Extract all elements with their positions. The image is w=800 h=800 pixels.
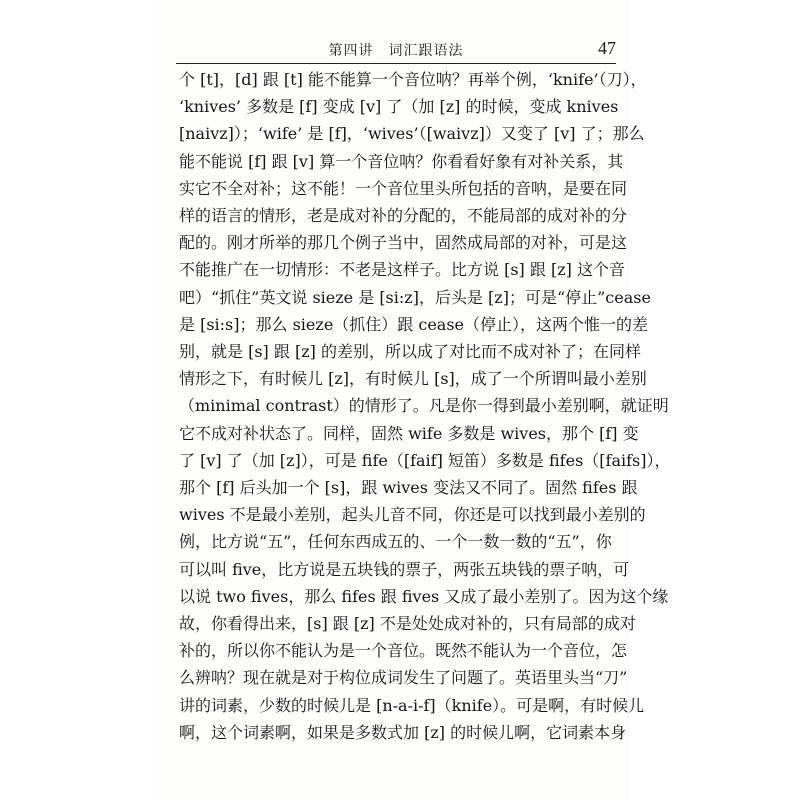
- header-rule: [176, 63, 616, 64]
- text-line: 不能推广在一切情形：不老是这样子。比方说 [s] 跟 [z] 这个音: [179, 260, 625, 280]
- text-line: 以说 two fives，那么 fifes 跟 fives 又成了最小差别了。因为这个缘: [179, 586, 669, 606]
- text-line: 例，比方说“五”，任何东西成五的、一个一数一数的“五”，你: [179, 532, 612, 552]
- text-line: 个 [t]，[d] 跟 [t] 能不能算一个音位呐？再举个例，‘knife’（刀），: [179, 70, 647, 89]
- text-line: 了 [v] 了（加 [z]），可是 fife（[faif] 短笛）多数是 fifes（[faifs]），: [179, 450, 671, 470]
- page-number: 47: [598, 38, 616, 58]
- text-line: ‘knives’ 多数是 [f] 变成 [v] 了（加 [z] 的时候，变成 knives: [179, 97, 619, 117]
- text-line: 别，就是 [s] 跟 [z] 的差别，所以成了对比而不成对补了；在同样: [179, 342, 641, 362]
- text-line: 实它不全对补；这不能！一个音位里头所包括的音呐，是要在同: [179, 178, 628, 198]
- chapter-title: 第四讲 词汇跟语法: [328, 43, 464, 59]
- text-line: 吧）“抓住”英文说 sieze 是 [si:z]，后头是 [z]；可是“停止”cease: [179, 287, 651, 307]
- text-line: 讲的词素，少数的时候儿是 [n-a-i-f]（knife）。可是啊，有时候儿: [179, 695, 645, 715]
- text-line: 样的语言的情形，老是成对补的分配的，不能局部的成对补的分: [179, 206, 628, 226]
- text-line: 补的，所以你不能认为是一个音位。既然不能认为一个音位，怎: [179, 641, 628, 661]
- text-line: 可以叫 five，比方说是五块钱的票子，两张五块钱的票子呐，可: [179, 559, 630, 579]
- text-line: 它不成对补状态了。同样，固然 wife 多数是 wives，那个 [f] 变: [179, 423, 639, 443]
- text-line: [naivz]）；‘wife’ 是 [f]，‘wives’（[waivz]）又变了 [v] 了；那么: [179, 124, 645, 144]
- running-header: [176, 38, 616, 62]
- book-page: [154, 0, 671, 800]
- text-line: 那个 [f] 后头加一个 [s]，跟 wives 变法又不同了。固然 fifes 跟: [179, 478, 638, 498]
- text-line: 是 [si:s]；那么 sieze（抓住）跟 cease（停止），这两个惟一的差: [179, 314, 649, 334]
- text-line: 能不能说 [f] 跟 [v] 算一个音位呐？你看看好象有对补关系，其: [179, 151, 624, 171]
- text-line: 故，你看得出来，[s] 跟 [z] 不是处处成对补的，只有局部的成对: [179, 614, 636, 634]
- text-line: 啊，这个词素啊，如果是多数式加 [z] 的时候儿啊，它词素本身: [179, 722, 627, 742]
- text-line: 情形之下，有时候儿 [z]，有时候儿 [s]，成了一个所谓叫最小差别: [179, 369, 647, 389]
- text-line: wives 不是最小差别，起头儿音不同，你还是可以找到最小差别的: [179, 505, 646, 525]
- text-line: 么辨呐？现在就是对于构位成词发生了问题了。英语里头当“刀”: [179, 668, 628, 688]
- text-line: （minimal contrast）的情形了。凡是你一得到最小差别啊，就证明: [179, 396, 669, 416]
- body-text: [179, 66, 671, 746]
- text-line: 配的。刚才所举的那几个例子当中，固然成局部的对补，可是这: [179, 233, 628, 253]
